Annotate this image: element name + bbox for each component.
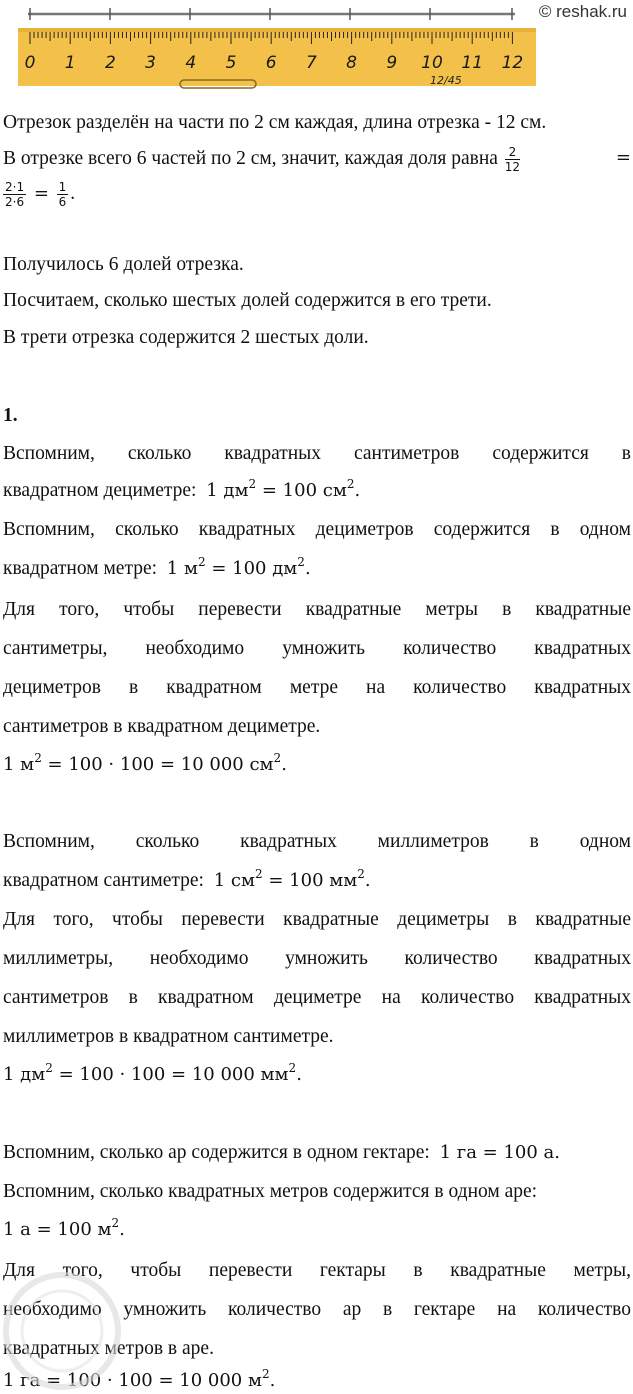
ruler-label: 1 [64, 53, 76, 73]
section-heading: 1. [3, 405, 18, 426]
site-watermark: © reshak.ru [538, 2, 627, 21]
text-line: Вспомним, сколько ар содержится в одном гектаре: 1 га = 100 а. [3, 1142, 560, 1163]
text-line: миллиметров в квадратном сантиметре. [3, 1026, 334, 1047]
fraction: $\frac{2}{12}$ [504, 145, 521, 174]
text-line: Посчитаем, сколько шестых долей содержится в его трети. [3, 290, 492, 311]
text-line: Вспомним, сколько квадратных дециметров содержится в одном [3, 519, 631, 540]
ruler-label: 0 [24, 53, 36, 73]
text-line: квадратном сантиметре: 1 $см^2 = 100$ $мм^2$. [3, 867, 371, 891]
text-line: квадратном дециметре: 1 $дм^2 = 100$ $см^2$. [3, 477, 361, 501]
text-line-with-fraction: В отрезке всего 6 частей по 2 см, значит, каждая доля равна $\frac{2}{12}$ = [3, 145, 631, 174]
text-line: сантиметров в квадратном дециметре. [3, 716, 321, 737]
equation: 1 $дм^2 = 100 \cdot 100 = 10$ 000 $мм^2$. [3, 1061, 302, 1085]
fraction: $\frac{2\cdot 1}{2\cdot 6}$ [5, 180, 25, 209]
text-line: Получилось 6 долей отрезка. [3, 254, 244, 275]
ruler-label: 3 [145, 53, 157, 73]
fraction-equation: $\frac{2\cdot 1}{2\cdot 6}$ = $\frac{1}{6}$ . [5, 180, 76, 209]
text-line: Для того, чтобы перевести гектары в квадратные метры, [3, 1260, 631, 1281]
text-line: Вспомним, сколько квадратных сантиметров содержится в [3, 443, 631, 464]
text-line: Для того, чтобы перевести квадратные метры в квадратные [3, 599, 631, 620]
text-line: Вспомним, сколько квадратных метров содержится в одном аре: [3, 1181, 538, 1202]
ruler-label: 8 [346, 53, 358, 73]
ruler-label: 9 [386, 53, 398, 73]
text-line: сантиметры, необходимо умножить количество квадратных [3, 638, 631, 659]
ruler-label: 4 [185, 53, 197, 73]
text-line: необходимо умножить количество ар в гектаре на количество [3, 1299, 631, 1320]
ruler-label: 12 [501, 53, 524, 73]
text-fragment: В отрезке всего 6 частей по 2 см, значит, каждая доля равна [3, 147, 498, 169]
ruler-image [0, 0, 633, 96]
text-line: Отрезок разделён на части по 2 см каждая, длина отрезка - 12 см. [3, 112, 547, 133]
text-line: квадратных метров в аре. [3, 1338, 214, 1359]
text-line: дециметров в квадратном метре на количество квадратных [3, 677, 631, 698]
reshak-stamp-logo [0, 1243, 150, 1393]
ruler-label: 10 [421, 53, 443, 73]
text-line: Для того, чтобы перевести квадратные дециметры в квадратные [3, 909, 631, 930]
text-line: Вспомним, сколько квадратных миллиметров в одном [3, 831, 631, 852]
ruler-label: 7 [305, 53, 317, 73]
text-line: В трети отрезка содержится 2 шестых доли. [3, 327, 369, 348]
ruler-label: 2 [104, 53, 116, 73]
ruler-label: 6 [265, 53, 277, 73]
ruler-label: 5 [225, 53, 237, 73]
ruler-note: 12/45 [430, 74, 462, 87]
text-line: квадратном метре: 1 $м^2 = 100$ $дм^2$. [3, 555, 311, 579]
equation: 1 га = 100 · 100 = 10 000 $м^2$. [3, 1367, 276, 1391]
equation: 1 $м^2 = 100 \cdot 100 = 10$ 000 $см^2$. [3, 751, 287, 775]
equation: 1 а = 100 $м^2$. [3, 1216, 125, 1240]
ruler-label: 11 [461, 53, 484, 73]
text-line: миллиметры, необходимо умножить количество квадратных [3, 948, 631, 969]
text-line: сантиметров в квадратном дециметре на количество квадратных [3, 987, 631, 1008]
fraction: $\frac{1}{6}$ [58, 180, 67, 209]
